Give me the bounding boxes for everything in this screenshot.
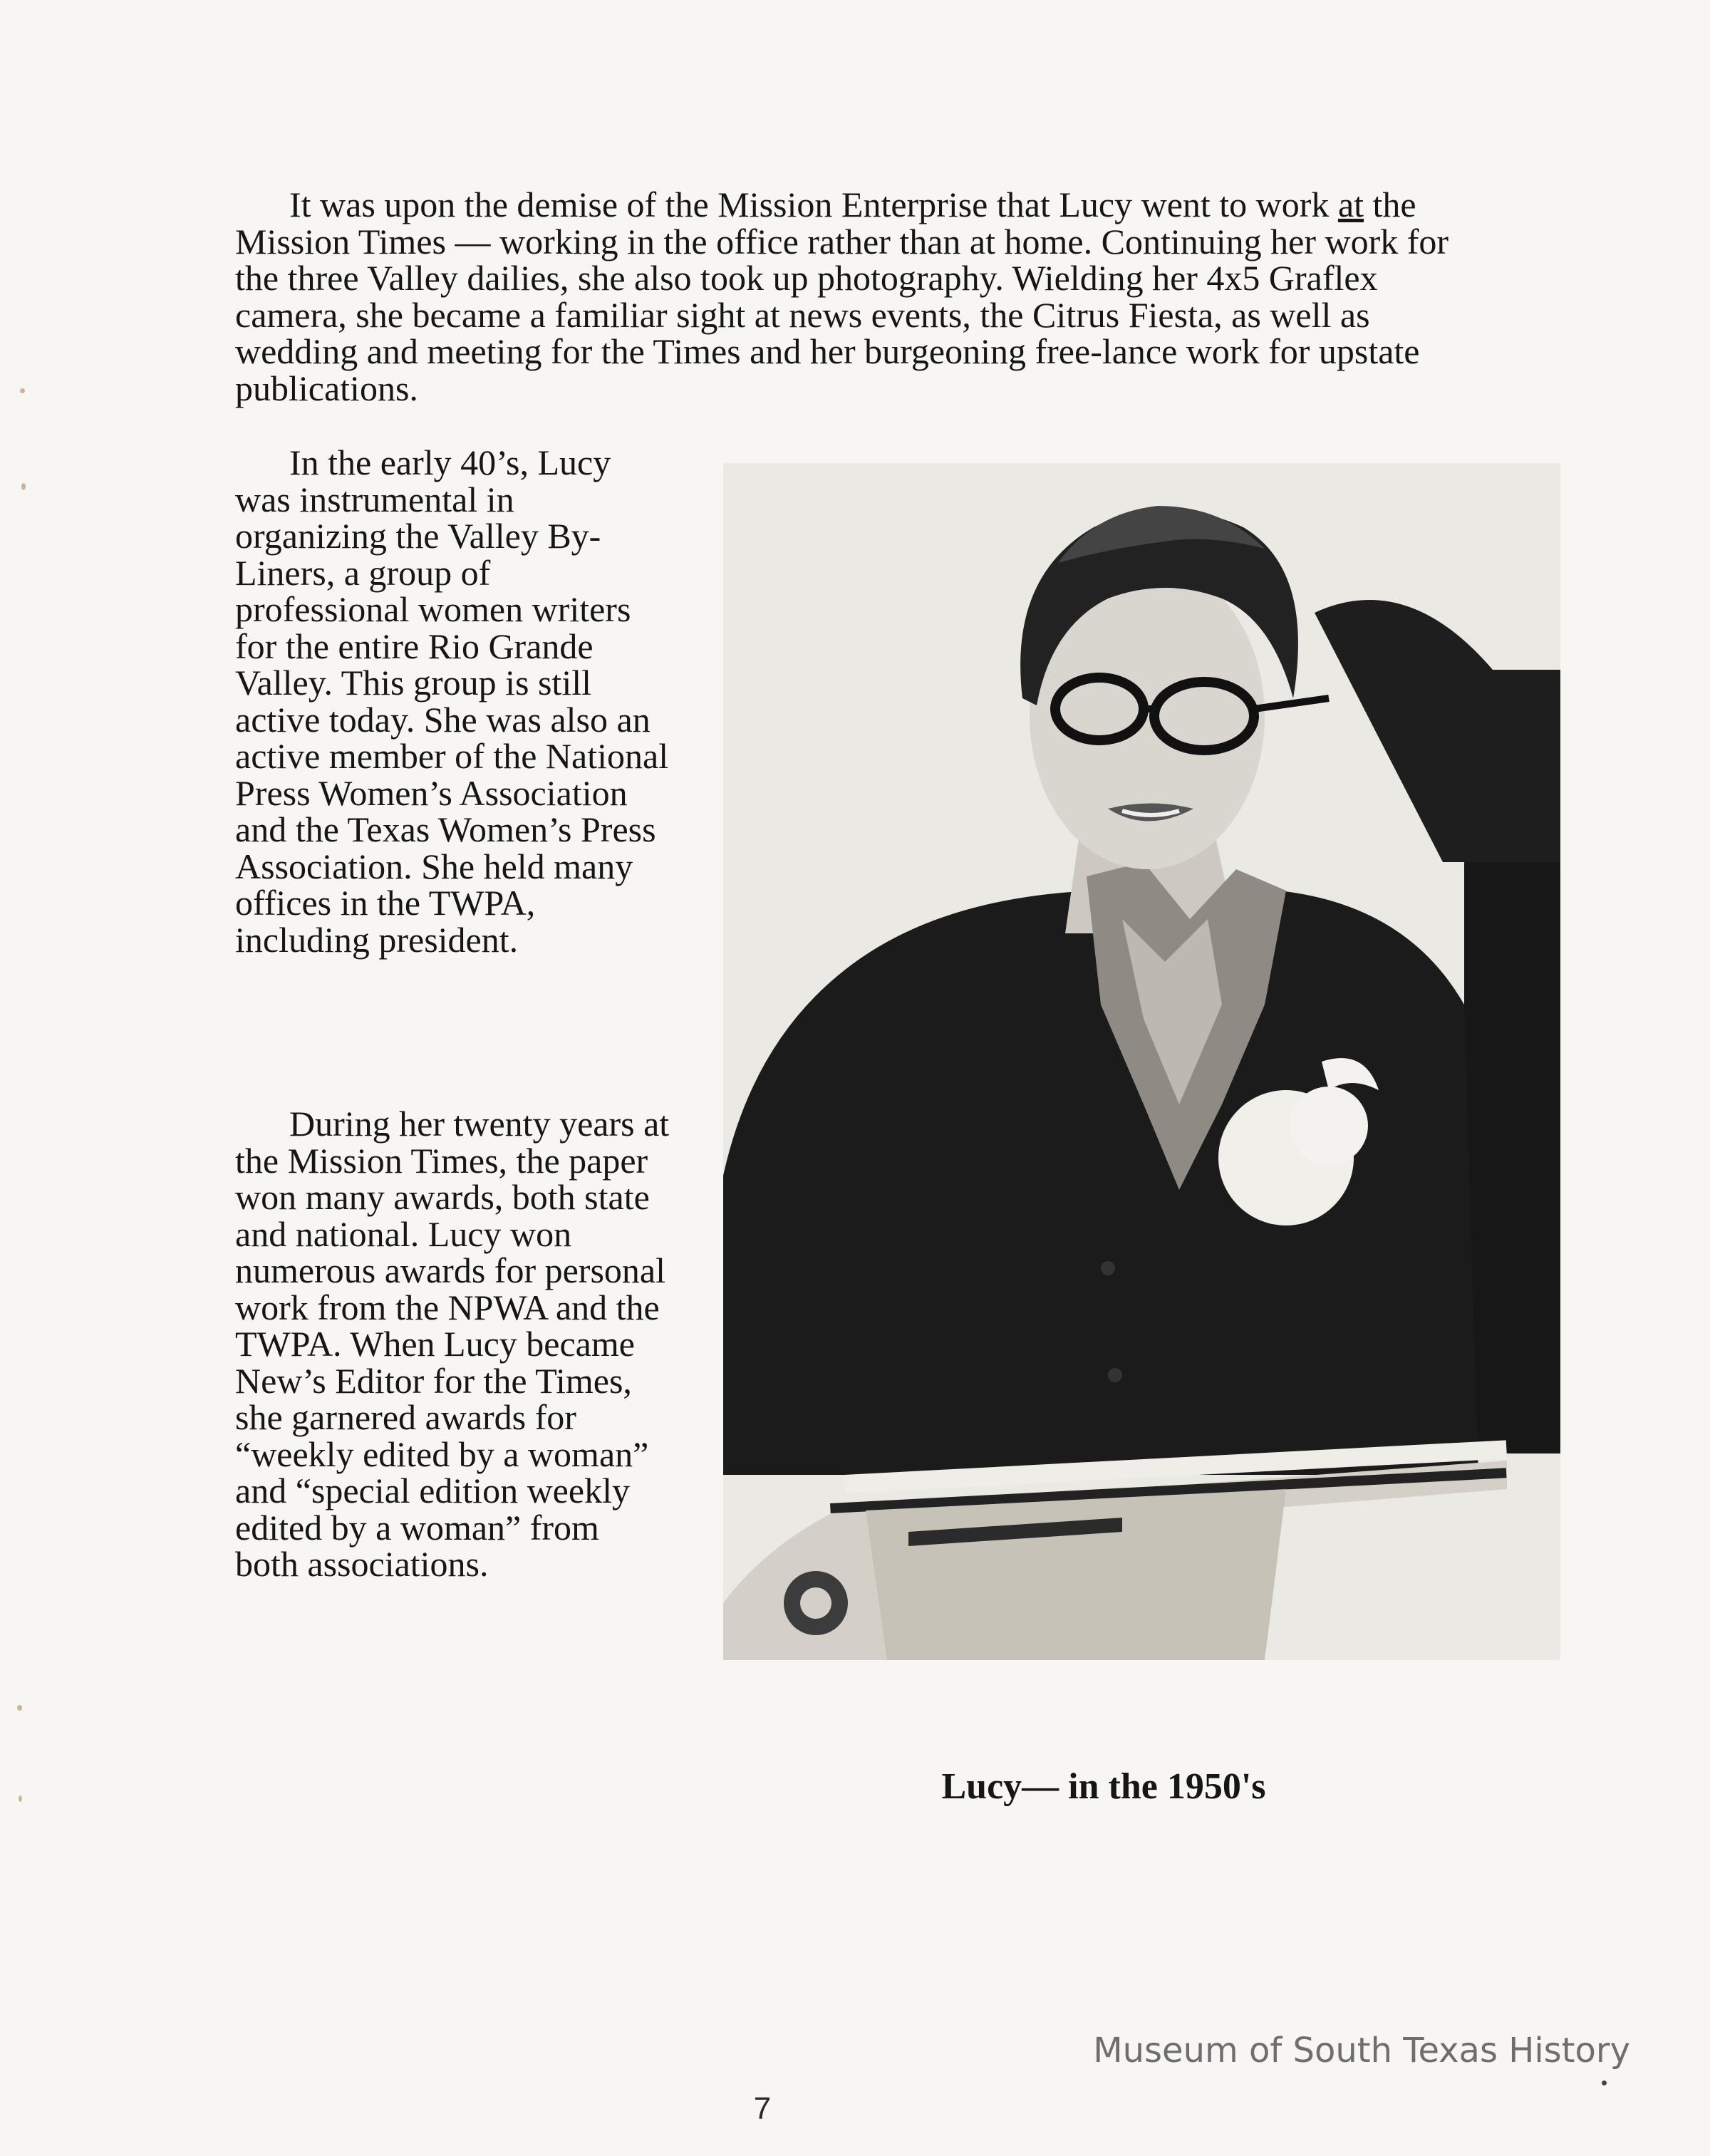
paragraph-text: It was upon the demise of the Mission Enterprise that Lucy went to work xyxy=(289,185,1338,224)
paragraph-by-liners: In the early 40’s, Lucy was instrumental in organizing the Valley By-Liners, a group of professional women writers for the entire Rio Grande Valley. This group is still active today. She was also an active member of the National Press Women’s Association and the Texas Women’s Press Association. She held many offices in the TWPA, including president. xyxy=(235,442,669,960)
paper-speck xyxy=(17,1705,22,1711)
paper-speck xyxy=(21,483,26,490)
page-number: 7 xyxy=(753,2091,772,2126)
paper-speck xyxy=(19,1795,22,1802)
underlined-word: at xyxy=(1337,185,1364,224)
portrait-photo xyxy=(723,463,1560,1660)
paragraph-mission-times xyxy=(235,187,1478,407)
paragraph-awards: During her twenty years at the Mission Times, the paper won many awards, both state and national. Lucy won numerous awards for personal work from the NPWA and the TWPA. When Lucy became New’s Editor for the Times, she garnered awards for “weekly edited by a woman” and “special edition weekly edited by a woman” from both associations. xyxy=(235,1104,670,1584)
portrait-illustration xyxy=(723,463,1560,1660)
watermark: Museum of South Texas History xyxy=(1093,2031,1630,2071)
paper-speck xyxy=(1602,2080,1607,2085)
paragraph-text: the Mission Times — working in the office rather than at home. Continuing her work for the three Valley dailies, she also took up photography. Wielding her 4x5 Graflex camera, she became a familiar sight at news events, the Citrus Fiesta, as well as wedding and meeting for the Times and her burgeoning free-lance work for upstate publications. xyxy=(235,185,1449,408)
paper-speck xyxy=(20,388,25,393)
photo-caption: Lucy— in the 1950's xyxy=(941,1766,1266,1807)
